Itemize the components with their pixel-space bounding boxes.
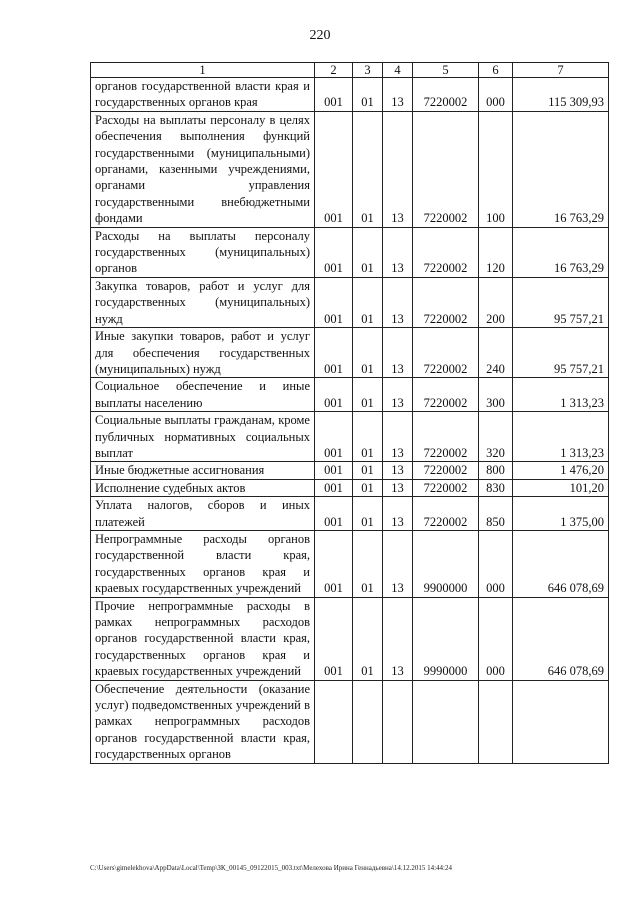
code-section: 01 <box>353 497 383 531</box>
code-expense-type: 850 <box>479 497 513 531</box>
code-expense-type <box>479 680 513 763</box>
file-path-footer: C:\Users\gimelekhova\AppData\Local\Temp\ЗК_00145_09122015_003.txt\Мелехова Ирина Геннадьевна\14.12.2015 14:44:24 <box>90 864 452 872</box>
code-admin: 001 <box>315 227 353 277</box>
row-name: Социальное обеспечение и иные выплаты населению <box>91 378 315 412</box>
code-expense-type: 120 <box>479 227 513 277</box>
code-subsection: 13 <box>383 328 413 378</box>
code-section: 01 <box>353 412 383 462</box>
table-row <box>91 462 609 479</box>
table-row <box>91 497 609 531</box>
table-row <box>91 479 609 496</box>
code-section: 01 <box>353 479 383 496</box>
code-target: 7220002 <box>413 227 479 277</box>
code-target: 7220002 <box>413 412 479 462</box>
code-section: 01 <box>353 227 383 277</box>
code-subsection: 13 <box>383 412 413 462</box>
code-subsection: 13 <box>383 462 413 479</box>
code-subsection <box>383 680 413 763</box>
code-admin: 001 <box>315 597 353 680</box>
code-expense-type: 200 <box>479 277 513 327</box>
table-row <box>91 378 609 412</box>
code-admin: 001 <box>315 412 353 462</box>
table-body <box>91 78 609 764</box>
code-admin: 001 <box>315 277 353 327</box>
row-amount: 95 757,21 <box>513 328 609 378</box>
row-amount: 1 313,23 <box>513 412 609 462</box>
code-subsection: 13 <box>383 378 413 412</box>
code-section: 01 <box>353 111 383 227</box>
code-target: 7220002 <box>413 479 479 496</box>
row-amount: 101,20 <box>513 479 609 496</box>
code-admin: 001 <box>315 530 353 597</box>
row-name: Расходы на выплаты персоналу государственных (муниципальных) органов <box>91 227 315 277</box>
row-name: Социальные выплаты гражданам, кроме публичных нормативных социальных выплат <box>91 412 315 462</box>
row-name: Исполнение судебных актов <box>91 479 315 496</box>
table-row <box>91 680 609 763</box>
column-header-5: 5 <box>413 63 479 78</box>
code-expense-type: 300 <box>479 378 513 412</box>
code-subsection: 13 <box>383 597 413 680</box>
table-row <box>91 328 609 378</box>
code-admin: 001 <box>315 378 353 412</box>
code-section: 01 <box>353 597 383 680</box>
row-name: Прочие непрограммные расходы в рамках непрограммных расходов органов государственной власти края, государственных органов края и краевых государственных учреждений <box>91 597 315 680</box>
table-header-row <box>91 63 609 78</box>
code-subsection: 13 <box>383 111 413 227</box>
code-expense-type: 000 <box>479 530 513 597</box>
column-header-6: 6 <box>479 63 513 78</box>
row-name: Уплата налогов, сборов и иных платежей <box>91 497 315 531</box>
code-section <box>353 680 383 763</box>
row-name: Обеспечение деятельности (оказание услуг) подведомственных учреждений в рамках непрограммных расходов органов государственной власти края, государственных органов <box>91 680 315 763</box>
code-admin <box>315 680 353 763</box>
code-target: 7220002 <box>413 277 479 327</box>
page-number: 220 <box>309 28 331 43</box>
budget-table <box>90 62 609 764</box>
code-admin: 001 <box>315 497 353 531</box>
row-amount <box>513 680 609 763</box>
code-target: 7220002 <box>413 378 479 412</box>
row-amount: 1 476,20 <box>513 462 609 479</box>
code-target <box>413 680 479 763</box>
table-row <box>91 530 609 597</box>
code-subsection: 13 <box>383 78 413 112</box>
table-row <box>91 277 609 327</box>
code-section: 01 <box>353 277 383 327</box>
code-expense-type: 320 <box>479 412 513 462</box>
code-admin: 001 <box>315 78 353 112</box>
code-target: 9900000 <box>413 530 479 597</box>
column-header-7: 7 <box>513 63 609 78</box>
code-section: 01 <box>353 78 383 112</box>
column-header-1: 1 <box>91 63 315 78</box>
column-header-3: 3 <box>353 63 383 78</box>
code-expense-type: 800 <box>479 462 513 479</box>
code-target: 7220002 <box>413 111 479 227</box>
code-subsection: 13 <box>383 530 413 597</box>
code-subsection: 13 <box>383 227 413 277</box>
code-section: 01 <box>353 378 383 412</box>
code-expense-type: 000 <box>479 597 513 680</box>
table-row <box>91 111 609 227</box>
code-target: 9990000 <box>413 597 479 680</box>
row-amount: 16 763,29 <box>513 111 609 227</box>
code-admin: 001 <box>315 479 353 496</box>
code-section: 01 <box>353 462 383 479</box>
code-subsection: 13 <box>383 479 413 496</box>
code-subsection: 13 <box>383 497 413 531</box>
row-amount: 1 313,23 <box>513 378 609 412</box>
row-amount: 646 078,69 <box>513 597 609 680</box>
row-name: Иные закупки товаров, работ и услуг для обеспечения государственных (муниципальных) нужд <box>91 328 315 378</box>
row-amount: 646 078,69 <box>513 530 609 597</box>
code-admin: 001 <box>315 462 353 479</box>
row-amount: 95 757,21 <box>513 277 609 327</box>
row-amount: 16 763,29 <box>513 227 609 277</box>
row-name: Расходы на выплаты персоналу в целях обеспечения выполнения функций государственными (муниципальными) органами, казенными учреждениями, органами управления государственными внебюджетными фондами <box>91 111 315 227</box>
code-target: 7220002 <box>413 462 479 479</box>
table-row <box>91 78 609 112</box>
code-expense-type: 000 <box>479 78 513 112</box>
row-name: Непрограммные расходы органов государственной власти края, государственных органов края и краевых государственных учреждений <box>91 530 315 597</box>
column-header-4: 4 <box>383 63 413 78</box>
code-expense-type: 240 <box>479 328 513 378</box>
code-admin: 001 <box>315 111 353 227</box>
column-header-2: 2 <box>315 63 353 78</box>
code-section: 01 <box>353 328 383 378</box>
code-expense-type: 100 <box>479 111 513 227</box>
code-target: 7220002 <box>413 328 479 378</box>
code-subsection: 13 <box>383 277 413 327</box>
code-target: 7220002 <box>413 78 479 112</box>
row-name: Иные бюджетные ассигнования <box>91 462 315 479</box>
code-expense-type: 830 <box>479 479 513 496</box>
code-section: 01 <box>353 530 383 597</box>
table-row <box>91 597 609 680</box>
row-amount: 115 309,93 <box>513 78 609 112</box>
code-admin: 001 <box>315 328 353 378</box>
row-amount: 1 375,00 <box>513 497 609 531</box>
table-row <box>91 227 609 277</box>
row-name: органов государственной власти края и государственных органов края <box>91 78 315 112</box>
code-target: 7220002 <box>413 497 479 531</box>
table-row <box>91 412 609 462</box>
row-name: Закупка товаров, работ и услуг для государственных (муниципальных) нужд <box>91 277 315 327</box>
